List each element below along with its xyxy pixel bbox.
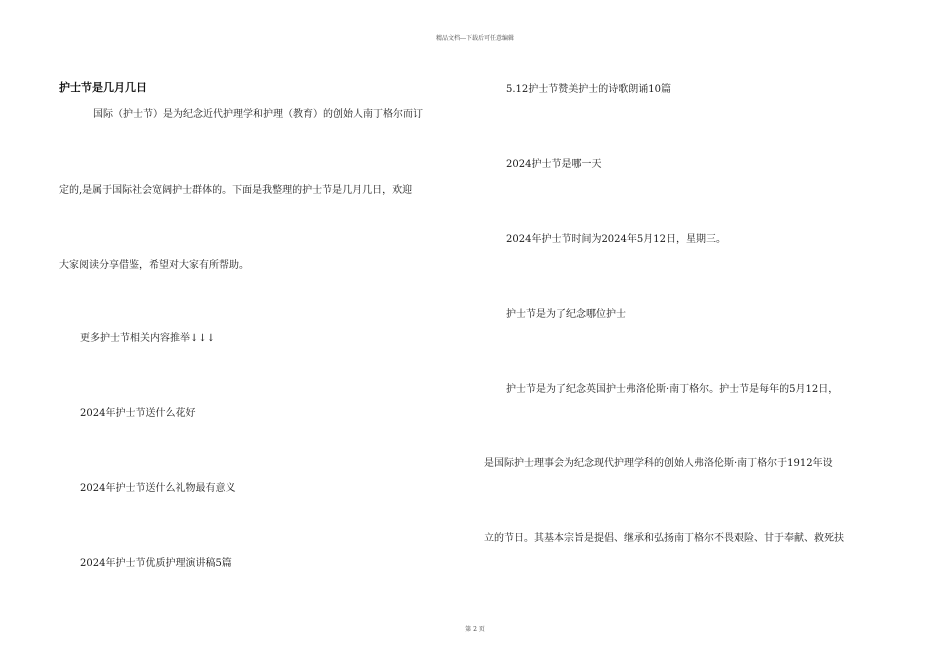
question-commemorate: 护士节是为了纪念哪位护士 (506, 309, 626, 320)
intro-line-2: 定的,是属于国际社会宽阔护士群体的。下面是我整理的护士节是几月几日，欢迎 (59, 185, 413, 196)
intro-line-3: 大家阅读分享借鉴，希望对大家有所帮助。 (59, 260, 249, 271)
related-link-poems[interactable]: 5.12护士节赞美护士的诗歌朗诵10篇 (506, 84, 671, 95)
question-date: 2024护士节是哪一天 (506, 159, 602, 170)
article-title: 护士节是几月几日 (59, 81, 147, 94)
page-header: 精品文档---下载后可任意编辑 (435, 35, 515, 42)
answer-line-1: 护士节是为了纪念英国护士弗洛伦斯·南丁格尔。护士节是每年的5月12日， (506, 384, 839, 395)
related-link-speech[interactable]: 2024年护士节优质护理演讲稿5篇 (80, 558, 232, 569)
related-link-gifts[interactable]: 2024年护士节送什么礼物最有意义 (80, 483, 236, 494)
answer-date: 2024年护士节时间为2024年5月12日，星期三。 (506, 234, 726, 245)
answer-line-2: 是国际护士理事会为纪念现代护理学科的创始人弗洛伦斯·南丁格尔于1912年设 (484, 458, 833, 469)
page-number: 第 2 页 (465, 626, 485, 633)
more-recommend-label: 更多护士节相关内容推举↓↓↓ (80, 333, 216, 344)
intro-line-1: 国际（护士节）是为纪念近代护理学和护理（教育）的创始人南丁格尔而订 (93, 109, 423, 120)
related-link-flowers[interactable]: 2024年护士节送什么花好 (80, 408, 196, 419)
answer-line-3: 立的节日。其基本宗旨是提倡、继承和弘扬南丁格尔不畏艰险、甘于奉献、救死扶 (484, 533, 844, 544)
